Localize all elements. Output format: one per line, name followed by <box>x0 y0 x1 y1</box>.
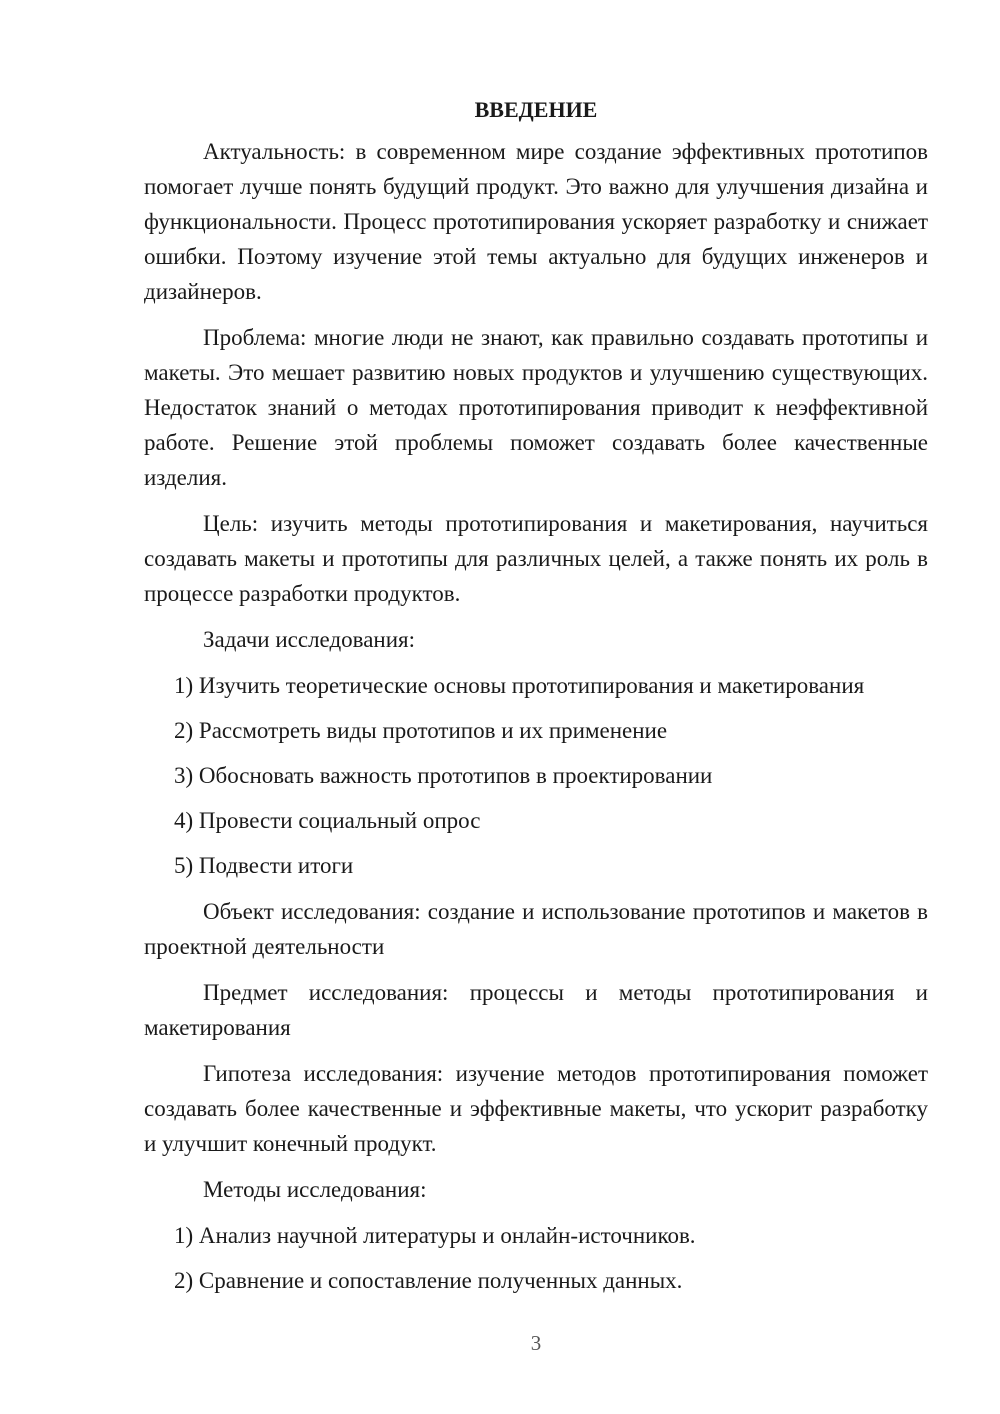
list-item: 2) Рассмотреть виды прототипов и их применение <box>174 718 668 743</box>
list-item: 5) Подвести итоги <box>174 853 354 878</box>
tasks-heading: Задачи исследования: <box>203 627 416 652</box>
problem-paragraph: Проблема: многие люди не знают, как правильно создавать прототипы и макеты. Это мешает развитию новых продуктов и улучшению существующих. Недостаток знаний о методах прототипирования приводит к неэффективной работе. Решение этой проблемы поможет создавать более качественные изделия. <box>144 325 928 490</box>
methods-heading: Методы исследования: <box>203 1177 427 1202</box>
subject-paragraph: Предмет исследования: процессы и методы прототипирования и макетирования <box>144 980 928 1040</box>
list-item: 1) Изучить теоретические основы прототипирования и макетирования <box>174 673 865 698</box>
list-item: 1) Анализ научной литературы и онлайн-источников. <box>174 1223 696 1248</box>
page-title: ВВЕДЕНИЕ <box>474 97 598 122</box>
document-page <box>144 92 928 1309</box>
goal-paragraph: Цель: изучить методы прототипирования и макетирования, научиться создавать макеты и прототипы для различных целей, а также понять их роль в процессе разработки продуктов. <box>144 511 928 606</box>
object-paragraph: Объект исследования: создание и использование прототипов и макетов в проектной деятельности <box>144 899 928 959</box>
page-number: 3 <box>530 1331 542 1355</box>
relevance-paragraph: Актуальность: в современном мире создание эффективных прототипов помогает лучше понять будущий продукт. Это важно для улучшения дизайна и функциональности. Процесс прототипирования ускоряет разработку и снижает ошибки. Поэтому изучение этой темы актуально для будущих инженеров и дизайнеров. <box>144 139 928 304</box>
methods-list <box>144 1218 928 1298</box>
list-item: 2) Сравнение и сопоставление полученных данных. <box>174 1268 683 1293</box>
list-item: 3) Обосновать важность прототипов в проектировании <box>174 763 713 788</box>
hypothesis-paragraph: Гипотеза исследования: изучение методов прототипирования поможет создавать более качественные и эффективные макеты, что ускорит разработку и улучшит конечный продукт. <box>144 1061 928 1156</box>
tasks-list <box>144 668 928 883</box>
list-item: 4) Провести социальный опрос <box>174 808 481 833</box>
